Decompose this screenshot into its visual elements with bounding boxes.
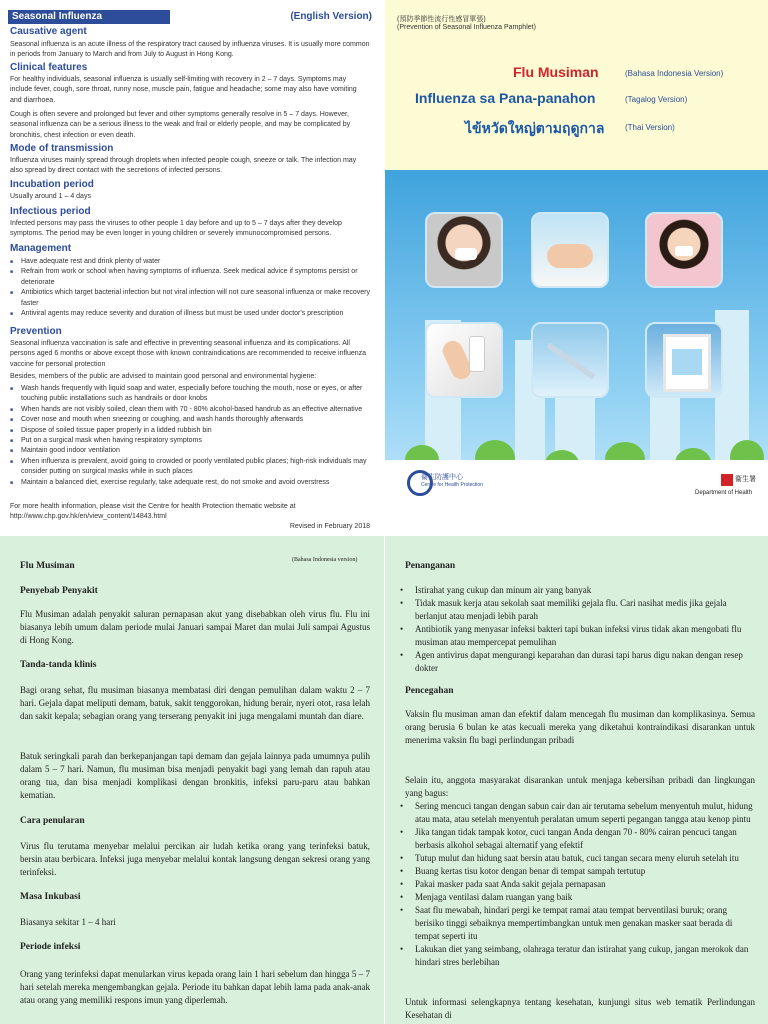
indonesia-title: Flu Musiman <box>20 561 75 571</box>
ventilation-photo <box>645 322 723 398</box>
prevention-text-2: Besides, members of the public are advised to maintain good personal and environmental hygiene: <box>10 373 317 380</box>
chinese-title: (預防季節性流行性感冒單張) <box>397 16 486 23</box>
list-item: • Jika tangan tidak tampak kotor, cuci tangan Anda dengan 70 - 80% cairan pencuci tangan berbasis alkohol sebagai alternatif yang efektif <box>397 826 757 852</box>
list-item: • Buang kertas tisu kotor dengan benar di tempat sampah tertutup <box>397 865 757 878</box>
penyebab-text: Flu Musiman adalah penyakit saluran pernapasan akut yang disebabkan oleh virus flu. Flu ini biasanya lebih umum dalam periode mulai Januari sampai Maret dan mulai Juli sampai Agustus di Hong Kong. <box>20 609 370 645</box>
incubation-heading: Incubation period <box>10 179 94 190</box>
bottle-icon <box>469 336 485 372</box>
surgical-mask-icon <box>455 248 477 260</box>
pencegahan-text-2: Selain itu, anggota masyarakat disarankan untuk menjaga kebersihan pribadi dan lingkungan yang bagus: <box>405 775 755 798</box>
tanda-text-2: Batuk seringkali parah dan berkepanjangan tapi demam dan gejala lainnya pada umumnya pulih dalam 5 – 7 hari. Namun, flu musiman bisa menjadi penyakit bagi yang lemah dan rapuh atau orang tua, dan bisa menjadi komplikasi dengan bronkitis, infeksi paru-paru atau bahkan kematian. <box>20 751 370 800</box>
section-tag: Seasonal Influenza <box>8 10 170 24</box>
list-item: ■ Antiviral agents may reduce severity and duration of illness but must be used under doctor's prescription <box>10 309 370 319</box>
lang-tagalog: (Tagalog Version) <box>625 95 688 104</box>
revised-date: Revised in February 2018 <box>289 523 370 530</box>
list-item: ■ When influenza is prevalent, avoid going to crowded or poorly ventilated public places; high-risk individuals may consider putting on surgical masks while in such places <box>10 457 370 478</box>
penyebab-heading: Penyebab Penyakit <box>20 586 98 596</box>
syringe-icon <box>546 342 595 379</box>
chp-name: 衞生防護中心 <box>421 474 463 481</box>
list-item: ■ Wash hands frequently with liquid soap and water, especially before touching the mouth, nose or eyes, or after touching public installations such as handrails or door knobs <box>10 384 370 405</box>
list-item: ■ Antibiotics which target bacterial infection but not viral infection will not cure seasonal influenza or make recovery faster <box>10 288 370 309</box>
tissue-icon <box>675 246 693 256</box>
list-item: • Menjaga ventilasi dalam ruangan yang baik <box>397 891 757 904</box>
periode-heading: Periode infeksi <box>20 942 81 952</box>
infectious-text: Infected persons may pass the viruses to other people 1 day before and up to 5 – 7 days after they develop symptoms. The period may be even longer in young children or severely immunocompromised persons. <box>10 220 342 238</box>
cara-heading: Cara penularan <box>20 816 85 826</box>
list-item: • Agen antivirus dapat mengurangi keparahan dan durasi tapi harus digu nakan dengan resep dokter <box>397 649 757 675</box>
more-info-text: For more health information, please visit the Centre for health Protection thematic website at http://www.chp.gov.hk/en/view_content/14843.html <box>10 503 296 521</box>
window-icon <box>663 334 711 392</box>
logo-strip <box>385 460 768 534</box>
list-item: • Tutup mulut dan hidung saat bersin atau batuk, cuci tangan secara meny eluruh setelah itu <box>397 852 757 865</box>
list-item: • Istirahat yang cukup dan minum air yang banyak <box>397 584 757 597</box>
indonesia-version-label: (Bahasa Indonesia version) <box>292 557 358 563</box>
list-item: ■ Refrain from work or school when having symptoms of influenza. Seek medical advice if symptoms persist or deteriorate <box>10 267 370 288</box>
management-heading: Management <box>10 243 72 254</box>
title-thai: ไข้หวัดใหญ่ตามฤดูกาล <box>465 120 605 136</box>
cover-panel <box>385 0 768 534</box>
list-item: • Lakukan diet yang seimbang, olahraga teratur dan istirahat yang cukup, jangan merokok dan hindari stres berlebihan <box>397 943 757 969</box>
penanganan-list <box>397 584 757 675</box>
tanda-heading: Tanda-tanda klinis <box>20 660 97 670</box>
list-item: • Tidak masuk kerja atau sekolah saat memiliki gejala flu. Cari nasihat medis jika gejala berlanjut atau menjadi lebih parah <box>397 597 757 623</box>
indonesia-panel-right <box>385 536 768 1024</box>
masa-text: Biasanya sekitar 1 – 4 hari <box>20 917 116 927</box>
pamphlet-subtitle: (Prevention of Seasonal Influenza Pamphlet) <box>397 24 536 31</box>
clinical-heading: Clinical features <box>10 62 88 73</box>
sneeze-child-photo <box>645 212 723 288</box>
mode-heading: Mode of transmission <box>10 143 114 154</box>
infectious-heading: Infectious period <box>10 206 91 217</box>
penanganan-list-wrap <box>397 584 757 675</box>
cara-text: Virus flu terutama menyebar melalui percikan air ludah ketika orang yang terinfeksi batuk, bersin atau berbicara. Infeksi juga menyebar melalui kontak langsung dengan sekresi orang yang terinfeksi. <box>20 841 370 877</box>
periode-text: Orang yang terinfeksi dapat menularkan virus kepada orang lain 1 hari sebelum dan hingga 5 – 7 hari setelah mereka mengembangkan gejala. Periode itu bahkan dapat lebih lama pada anak-anak atau orang yang memiliki respons imun yang diperlemah. <box>20 969 370 1005</box>
english-header <box>8 10 376 24</box>
causative-heading: Causative agent <box>10 26 87 37</box>
clinical-text-2: Cough is often severe and prolonged but fever and other symptoms generally resolve in 5 – 7 days. However, seasonal influenza can be a serious illness to the weak and frail or elderly people, and may be complicated by bronchitis, chest infection or even death. <box>10 111 351 139</box>
english-version-label: (English Version) <box>290 11 372 22</box>
penanganan-heading: Penanganan <box>405 561 456 571</box>
pencegahan-text: Vaksin flu musiman aman dan efektif dalam mencegah flu musiman dan komplikasinya. Semua orang berusia 6 bulan ke atas kecuali mereka yang diketahui kontraindikasi disarankan untuk menerima vaksin flu bagi perlindungan pribadi <box>405 709 755 745</box>
title-tagalog: Influenza sa Pana-panahon <box>415 90 596 106</box>
list-item: • Pakai masker pada saat Anda sakit gejala pernapasan <box>397 878 757 891</box>
lang-thai: (Thai Version) <box>625 123 675 132</box>
clinical-text-1: For healthy individuals, seasonal influenza is usually self-limiting with recovery in 2 – 7 days. Symptoms may include fever, cough, sore throat, runny nose, muscle pain, fatigue and headache; some may also have vomiting and diarrhoea. <box>10 76 357 104</box>
list-item: • Saat flu mewabah, hindari pergi ke tempat ramai atau tempat berventilasi buruk; orang berisiko tinggi sebaiknya mempertimbangkan untuk men genakan masker saat berada di tempat seperti itu <box>397 904 757 943</box>
chp-name-en: Centre for Health Protection <box>421 482 483 488</box>
mode-text: Influenza viruses mainly spread through droplets when infected people cough, sneeze or talk. The infection may also spread by direct contact with the secretions of infected persons. <box>10 157 357 175</box>
masa-heading: Masa Inkubasi <box>20 892 81 902</box>
management-list <box>10 257 370 319</box>
causative-text: Seasonal influenza is an acute illness of the respiratory tract caused by influenza viruses. It is usually more common in periods from January to March and from July to August in Hong Kong. <box>10 41 370 59</box>
handrub-photo <box>425 322 503 398</box>
list-item: ■ Have adequate rest and drink plenty of water <box>10 257 370 267</box>
title-indonesia: Flu Musiman <box>513 64 599 80</box>
handwashing-photo <box>531 212 609 288</box>
list-item: ■ Maintain good indoor ventilation <box>10 446 370 456</box>
list-item: • Antibiotik yang menyasar infeksi bakteri tapi bukan infeksi virus tidak akan mengobati flu musiman atau mempercepat pemulihan <box>397 623 757 649</box>
mask-wearer-photo <box>425 212 503 288</box>
doh-name-en: Department of Health <box>695 490 753 496</box>
vaccine-photo <box>531 322 609 398</box>
indonesia-panel-left <box>0 536 384 1024</box>
list-item: ■ Maintain a balanced diet, exercise regularly, take adequate rest, do not smoke and avoid overstress <box>10 478 370 488</box>
pencegahan-list <box>397 800 757 969</box>
hands-icon <box>547 244 593 268</box>
tanda-text-1: Bagi orang sehat, flu musiman biasanya membatasi diri dengan pemulihan dalam waktu 2 – 7 hari. Gejala dapat meliputi demam, batuk, sakit tenggorokan, hidung berair, nyeri otot, rasa lelah dan sakit kepala; sebagian orang yang terserang penyakit ini juga mengalami muntah dan diare. <box>20 685 370 721</box>
doh-name: 衞生署 <box>735 476 756 483</box>
list-item: ■ Cover nose and mouth when sneezing or coughing, and wash hands thoroughly afterwards <box>10 415 370 425</box>
list-item: ■ Put on a surgical mask when having respiratory symptoms <box>10 436 370 446</box>
prevention-heading: Prevention <box>10 326 62 337</box>
prevention-list-wrap <box>10 384 370 488</box>
lang-indonesia: (Bahasa Indonesia Version) <box>625 69 724 78</box>
pencegahan-heading: Pencegahan <box>405 686 454 696</box>
pencegahan-list-wrap <box>397 800 757 969</box>
prevention-list <box>10 384 370 488</box>
list-item: ■ Dispose of soiled tissue paper properly in a lidded rubbish bin <box>10 426 370 436</box>
english-panel <box>0 0 382 534</box>
list-item: • Sering mencuci tangan dengan sabun cair dan air terutama sebelum menyentuh mulut, hidung atau mata, atau setelah menyentuh peralatan umum seperti pegangan tangga atau kenop pintu <box>397 800 757 826</box>
info-text: Untuk informasi selengkapnya tentang kesehatan, kunjungi situs web tematik Perlindungan Kesehatan di <box>405 997 755 1020</box>
list-item: ■ When hands are not visibly soiled, clean them with 70 - 80% alcohol-based handrub as an effective alternative <box>10 405 370 415</box>
management-list-wrap <box>10 257 370 319</box>
incubation-text: Usually around 1 – 4 days <box>10 193 91 200</box>
prevention-text: Seasonal influenza vaccination is safe and effective in preventing seasonal influenza and its complications. All persons aged 6 months or above except those with known contraindications are recommended to receive influenza vaccine for personal protection <box>10 340 367 368</box>
